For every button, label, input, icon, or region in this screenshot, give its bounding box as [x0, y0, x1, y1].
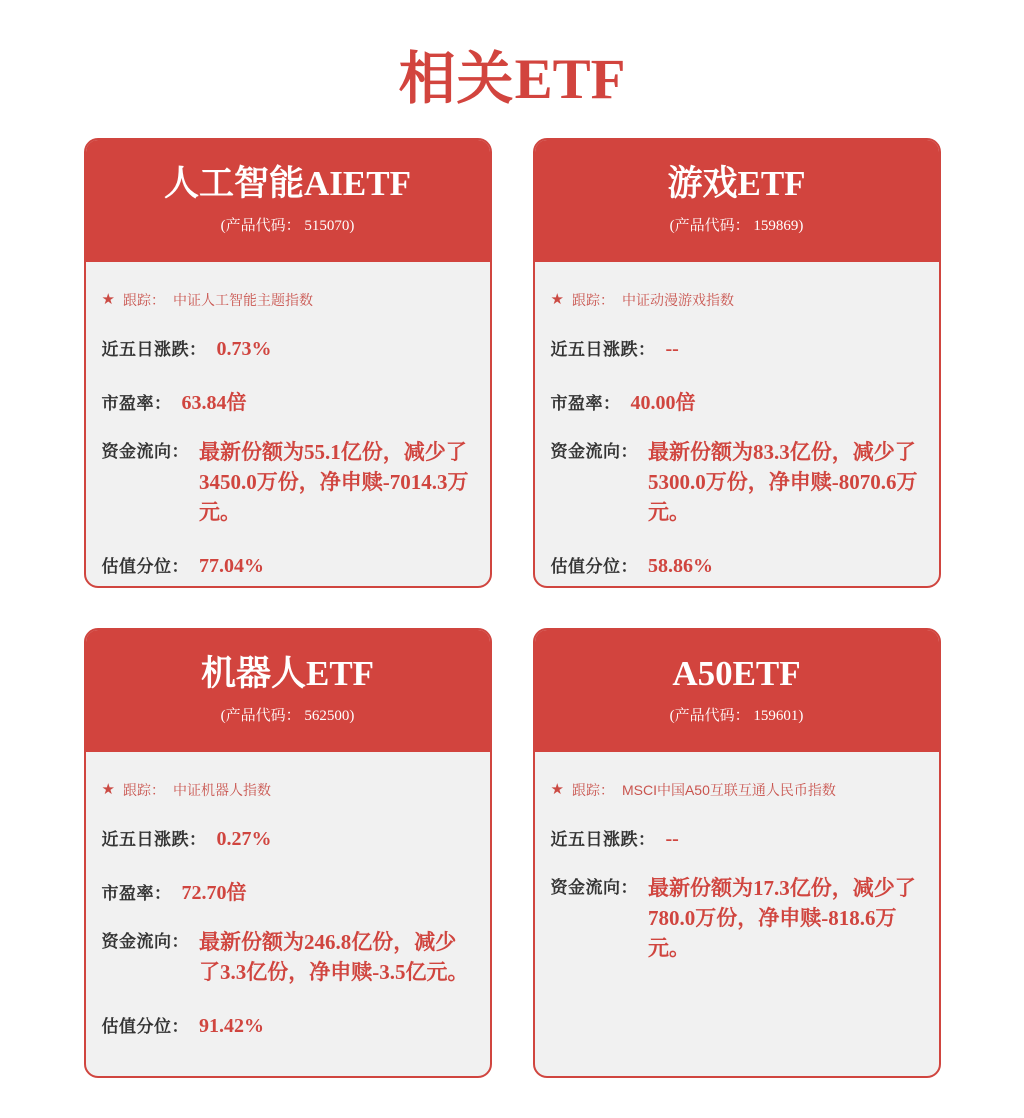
- card-product-code: (产品代码： 515070): [220, 218, 355, 235]
- tracking-index: MSCI中国A50互联互通人民币指数: [621, 781, 836, 798]
- page-title-en: ETF: [514, 48, 626, 112]
- pe-row: [102, 386, 474, 415]
- card-title: [200, 654, 375, 694]
- valuation-label: 估值分位：: [550, 556, 638, 576]
- pe-value: 40.00倍: [630, 391, 696, 414]
- pe-label: 市盈率：: [101, 393, 172, 413]
- change-value: 0.27%: [216, 827, 272, 850]
- pe-label: 市盈率：: [550, 393, 621, 413]
- flow-value: 最新份额为246.8亿份，减少了3.3亿份，净申赎-3.5亿元。: [199, 929, 469, 984]
- etf-card-a50: [533, 628, 941, 1078]
- tracking-index: 中证机器人指数: [172, 781, 271, 798]
- tracking-row: [102, 290, 474, 310]
- card-body: [535, 262, 939, 578]
- change-label: 近五日涨跌：: [550, 339, 656, 359]
- card-header: [86, 630, 490, 752]
- valuation-row: [102, 1012, 474, 1038]
- card-title-zh: 游戏: [667, 164, 738, 204]
- flow-row: [551, 437, 923, 527]
- tracking-label: 跟踪：: [571, 781, 614, 798]
- valuation-label: 估值分位：: [101, 556, 189, 576]
- etf-card-robot: [84, 628, 492, 1078]
- flow-value: 最新份额为17.3亿份，减少了780.0万份，净申赎-818.6万元。: [648, 875, 916, 960]
- pe-row: [551, 386, 923, 415]
- etf-card-aietf: [84, 138, 492, 588]
- flow-label: 资金流向：: [101, 441, 189, 461]
- tracking-label: 跟踪：: [571, 291, 614, 308]
- pe-row: [102, 876, 474, 905]
- card-title-en: ETF: [737, 164, 806, 204]
- tracking-index: 中证动漫游戏指数: [621, 291, 734, 308]
- change-row: [551, 335, 923, 361]
- flow-label: 资金流向：: [550, 441, 638, 461]
- flow-row: [551, 873, 923, 963]
- tracking-row: [551, 290, 923, 310]
- card-body: [86, 262, 490, 578]
- card-title-zh: 机器人: [200, 654, 306, 694]
- tracking-row: [551, 780, 923, 800]
- star-icon: ★: [101, 781, 115, 799]
- flow-label: 资金流向：: [550, 877, 638, 897]
- card-title-en: A50ETF: [672, 654, 801, 694]
- page-title: [0, 38, 1024, 112]
- tracking-row: [102, 780, 474, 800]
- card-title: [672, 654, 801, 694]
- pe-value: 72.70倍: [181, 881, 247, 904]
- change-label: 近五日涨跌：: [550, 829, 656, 849]
- tracking-label: 跟踪：: [122, 291, 165, 308]
- card-product-code: (产品代码： 159869): [669, 218, 804, 235]
- valuation-value: 77.04%: [199, 554, 264, 577]
- pe-value: 63.84倍: [181, 391, 247, 414]
- change-label: 近五日涨跌：: [101, 339, 207, 359]
- change-row: [102, 825, 474, 851]
- valuation-value: 91.42%: [199, 1014, 264, 1037]
- change-value: 0.73%: [216, 337, 272, 360]
- flow-value: 最新份额为55.1亿份，减少了3450.0万份，净申赎-7014.3万元。: [199, 439, 469, 524]
- change-value: --: [665, 827, 679, 850]
- tracking-index: 中证人工智能主题指数: [172, 291, 313, 308]
- card-body: [535, 752, 939, 963]
- etf-card-game: [533, 138, 941, 588]
- card-header: [86, 140, 490, 262]
- tracking-label: 跟踪：: [122, 781, 165, 798]
- change-value: --: [665, 337, 679, 360]
- flow-row: [102, 927, 474, 987]
- pe-label: 市盈率：: [101, 883, 172, 903]
- flow-row: [102, 437, 474, 527]
- star-icon: ★: [101, 291, 115, 309]
- card-title-en: ETF: [305, 654, 375, 694]
- flow-label: 资金流向：: [101, 931, 189, 951]
- star-icon: ★: [550, 291, 564, 309]
- valuation-row: [551, 552, 923, 578]
- cards-grid: [84, 138, 941, 1078]
- star-icon: ★: [550, 781, 564, 799]
- valuation-value: 58.86%: [648, 554, 713, 577]
- flow-value: 最新份额为83.3亿份，减少了5300.0万份，净申赎-8070.6万元。: [648, 439, 918, 524]
- card-title: [164, 164, 411, 204]
- page-title-zh: 相关: [398, 47, 515, 112]
- valuation-row: [102, 552, 474, 578]
- card-title: [667, 164, 806, 204]
- change-row: [551, 825, 923, 851]
- card-product-code: (产品代码： 562500): [220, 708, 355, 725]
- change-label: 近五日涨跌：: [101, 829, 207, 849]
- valuation-label: 估值分位：: [101, 1016, 189, 1036]
- card-title-en: AIETF: [304, 164, 411, 204]
- card-header: [535, 630, 939, 752]
- card-product-code: (产品代码： 159601): [669, 708, 804, 725]
- card-body: [86, 752, 490, 1038]
- card-header: [535, 140, 939, 262]
- change-row: [102, 335, 474, 361]
- card-title-zh: 人工智能: [164, 164, 305, 204]
